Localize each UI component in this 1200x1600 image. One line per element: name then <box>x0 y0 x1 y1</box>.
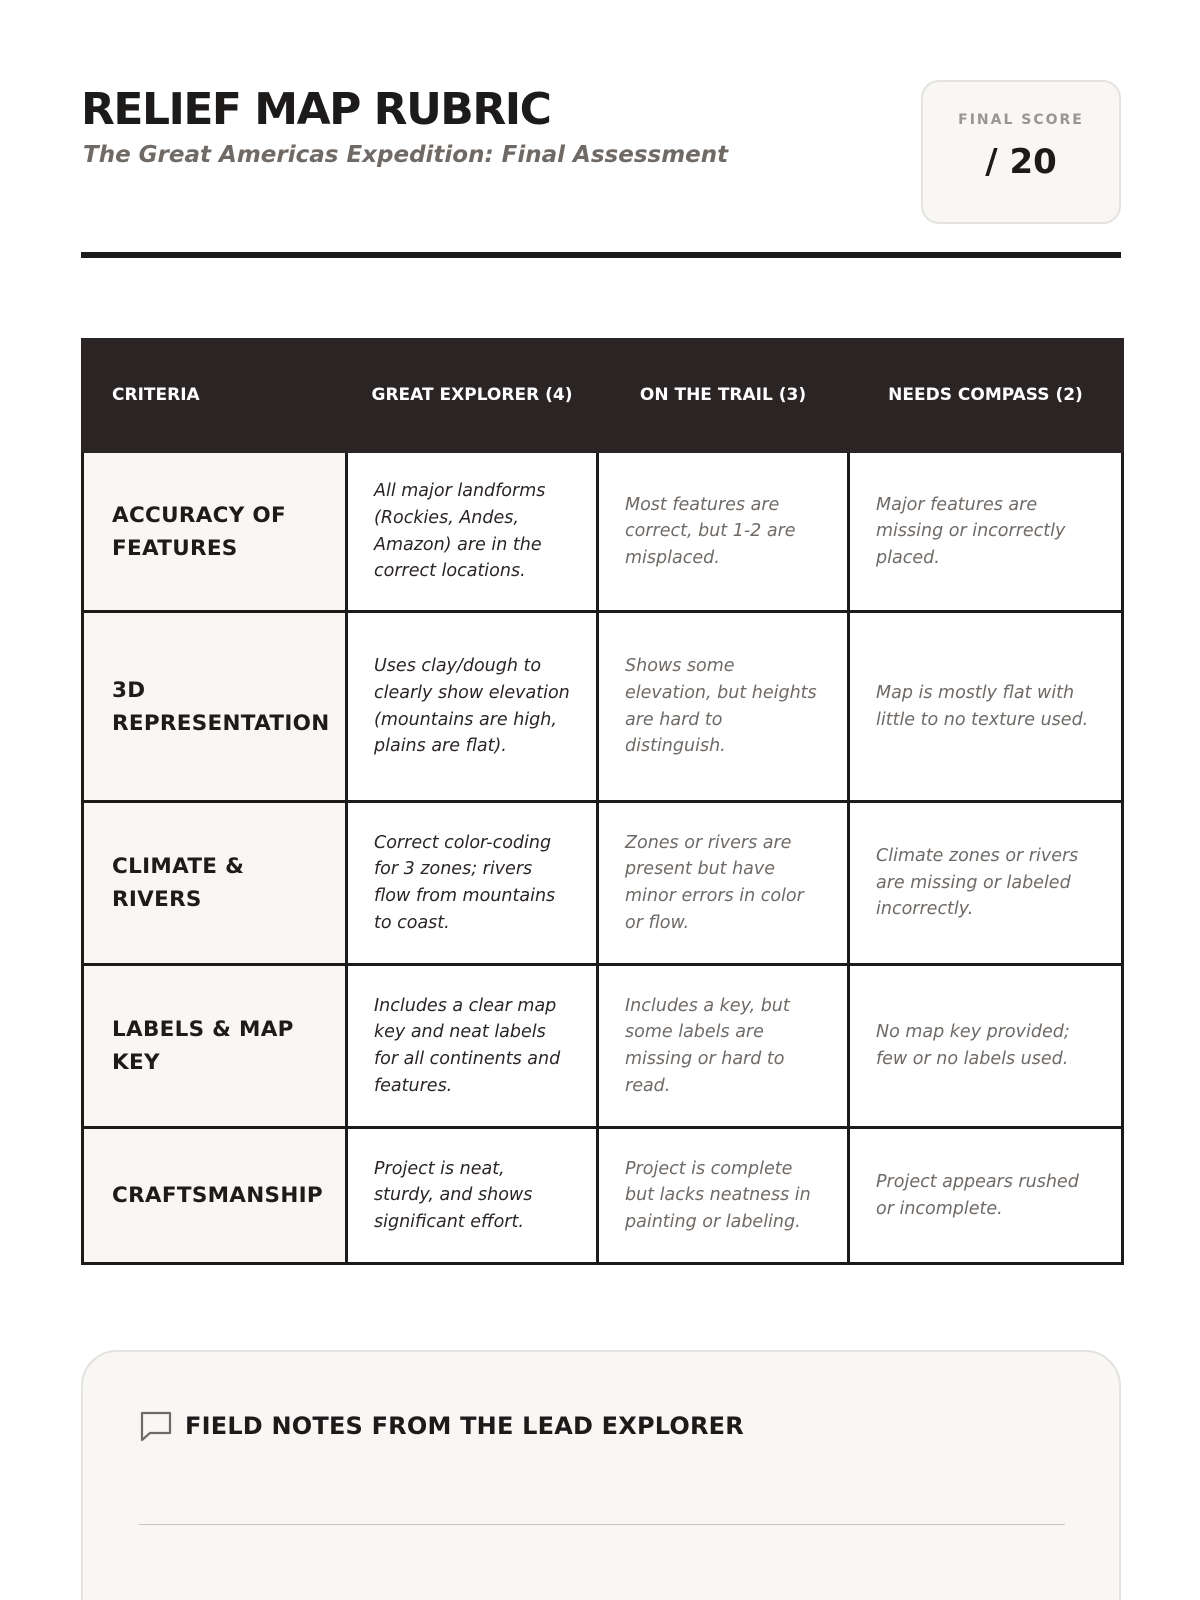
final-score-value: / 20 <box>985 142 1057 182</box>
on-the-trail-cell: Shows some elevation, but heights are hard to distinguish. <box>598 612 849 802</box>
column-header-criteria: CRITERIA <box>83 340 347 452</box>
column-header-needs-compass: NEEDS COMPASS (2) <box>849 340 1123 452</box>
great-explorer-cell: Project is neat, sturdy, and shows significant effort. <box>347 1128 598 1264</box>
field-notes-panel <box>81 1350 1121 1600</box>
column-header-great-explorer: GREAT EXPLORER (4) <box>347 340 598 452</box>
needs-compass-cell: Project appears rushed or incomplete. <box>849 1128 1123 1264</box>
rubric-table <box>81 338 1124 1265</box>
page-header <box>81 80 1121 256</box>
field-notes-header <box>139 1410 744 1442</box>
table-row <box>83 612 1123 802</box>
header-divider <box>81 252 1121 258</box>
table-row <box>83 452 1123 612</box>
great-explorer-cell: All major landforms (Rockies, Andes, Amazon) are in the correct locations. <box>347 452 598 612</box>
table-row <box>83 802 1123 965</box>
column-header-on-the-trail: ON THE TRAIL (3) <box>598 340 849 452</box>
final-score-box <box>921 80 1121 224</box>
comment-icon <box>139 1410 173 1442</box>
criteria-cell: CLIMATE & RIVERS <box>83 802 347 965</box>
page-title: RELIEF MAP RUBRIC <box>81 84 551 135</box>
needs-compass-cell: Map is mostly flat with little to no texture used. <box>849 612 1123 802</box>
criteria-cell: ACCURACY OF FEATURES <box>83 452 347 612</box>
field-notes-title: FIELD NOTES FROM THE LEAD EXPLORER <box>185 1412 744 1440</box>
notes-writing-line <box>139 1524 1065 1525</box>
table-row <box>83 965 1123 1128</box>
criteria-cell: LABELS & MAP KEY <box>83 965 347 1128</box>
criteria-cell: CRAFTSMANSHIP <box>83 1128 347 1264</box>
table-row <box>83 1128 1123 1264</box>
on-the-trail-cell: Project is complete but lacks neatness in painting or labeling. <box>598 1128 849 1264</box>
table-header-row <box>83 340 1123 452</box>
great-explorer-cell: Includes a clear map key and neat labels for all continents and features. <box>347 965 598 1128</box>
page-subtitle: The Great Americas Expedition: Final Assessment <box>83 142 729 168</box>
needs-compass-cell: No map key provided; few or no labels used. <box>849 965 1123 1128</box>
needs-compass-cell: Major features are missing or incorrectly placed. <box>849 452 1123 612</box>
needs-compass-cell: Climate zones or rivers are missing or labeled incorrectly. <box>849 802 1123 965</box>
on-the-trail-cell: Zones or rivers are present but have minor errors in color or flow. <box>598 802 849 965</box>
final-score-label: FINAL SCORE <box>958 112 1084 128</box>
criteria-cell: 3D REPRESENTATION <box>83 612 347 802</box>
on-the-trail-cell: Most features are correct, but 1-2 are misplaced. <box>598 452 849 612</box>
on-the-trail-cell: Includes a key, but some labels are missing or hard to read. <box>598 965 849 1128</box>
great-explorer-cell: Correct color-coding for 3 zones; rivers flow from mountains to coast. <box>347 802 598 965</box>
great-explorer-cell: Uses clay/dough to clearly show elevation (mountains are high, plains are flat). <box>347 612 598 802</box>
